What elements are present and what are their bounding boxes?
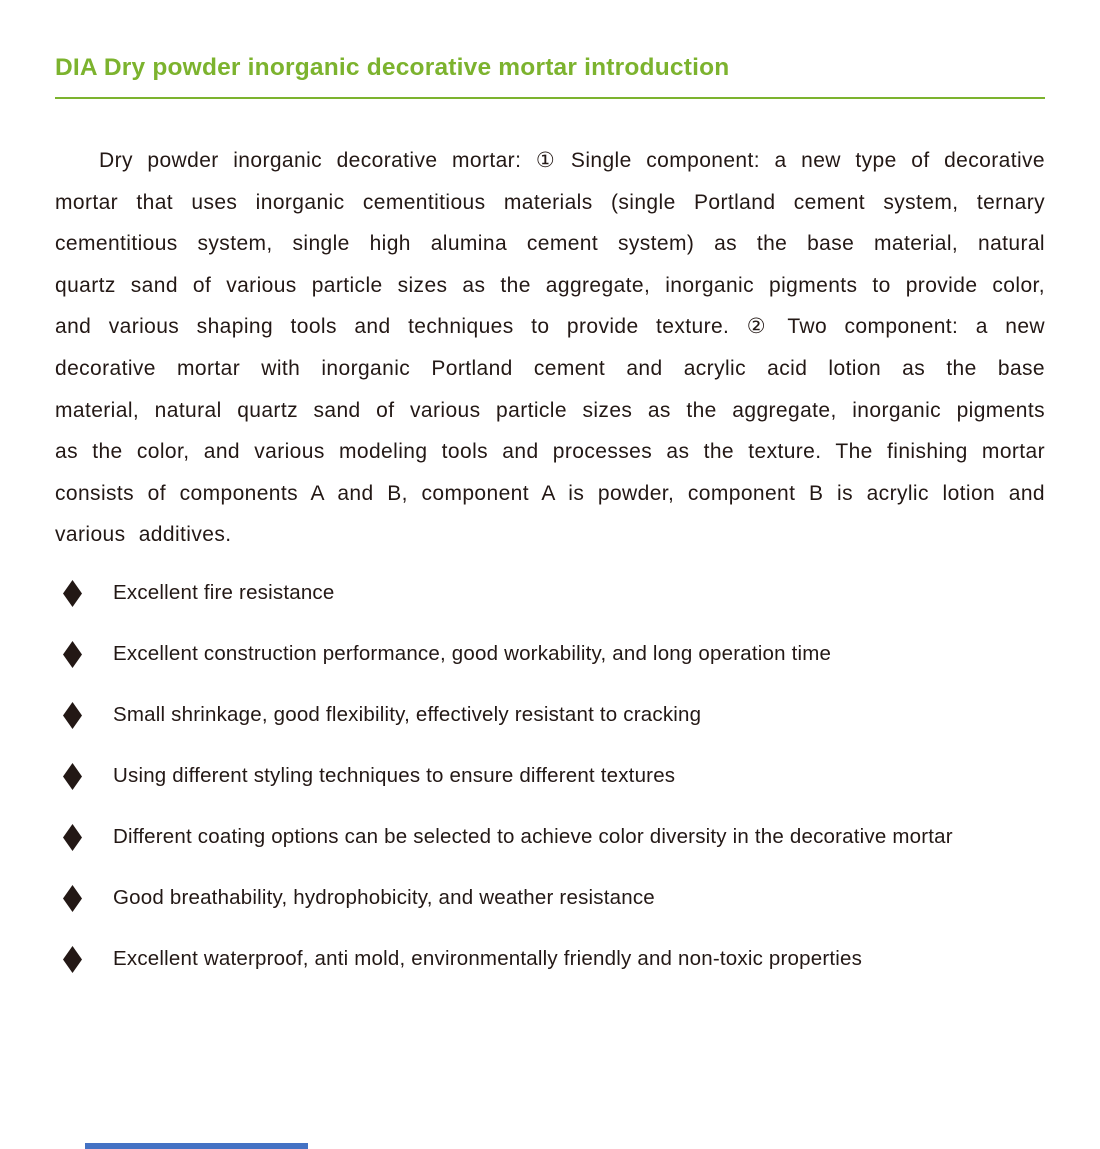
- diamond-bullet-icon: [63, 641, 83, 668]
- diamond-bullet-icon: [63, 702, 83, 729]
- list-item: [55, 641, 1045, 668]
- page-title: DIA Dry powder inorganic decorative mortar introduction: [55, 54, 730, 81]
- diamond-bullet-icon: [63, 824, 83, 851]
- diamond-bullet-icon: [63, 946, 83, 973]
- intro-paragraph: Dry powder inorganic decorative mortar: ① Single component: a new type of decorative mortar that uses inorganic cementitious materials (single Portland cement system, ternary cementitious system, single high alumina cement system) as the base material, natural quartz sand of various particle sizes as the aggregate, inorganic pigments to provide color, and various shaping tools and techniques to provide texture. ② Two component: a new decorative mortar with inorganic Portland cement and acrylic acid lotion as the base material, natural quartz sand of various particle sizes as the aggregate, inorganic pigments as the color, and various modeling tools and processes as the texture. The finishing mortar consists of components A and B, component A is powder, component B is acrylic lotion and various additives.: [55, 149, 1045, 547]
- feature-text: Excellent construction performance, good workability, and long operation time: [113, 641, 832, 665]
- list-item: [55, 580, 1045, 607]
- feature-text: Good breathability, hydrophobicity, and weather resistance: [113, 885, 655, 909]
- list-item: [55, 946, 1045, 973]
- list-item: [55, 885, 1045, 912]
- feature-list: [55, 580, 1045, 973]
- diamond-bullet-icon: [63, 580, 83, 607]
- feature-text: Using different styling techniques to ensure different textures: [113, 763, 676, 787]
- list-item: [55, 702, 1045, 729]
- feature-text: Different coating options can be selected to achieve color diversity in the decorative mortar: [113, 824, 953, 848]
- diamond-bullet-icon: [63, 763, 83, 790]
- feature-text: Excellent waterproof, anti mold, environmentally friendly and non-toxic properties: [113, 946, 863, 970]
- bottom-blue-bar: [85, 1143, 308, 1149]
- list-item: [55, 824, 1045, 851]
- diamond-bullet-icon: [63, 885, 83, 912]
- document-page: [0, 54, 1100, 973]
- list-item: [55, 763, 1045, 790]
- title-underline: [55, 97, 1045, 99]
- feature-text: Small shrinkage, good flexibility, effectively resistant to cracking: [113, 702, 702, 726]
- feature-text: Excellent fire resistance: [113, 580, 335, 604]
